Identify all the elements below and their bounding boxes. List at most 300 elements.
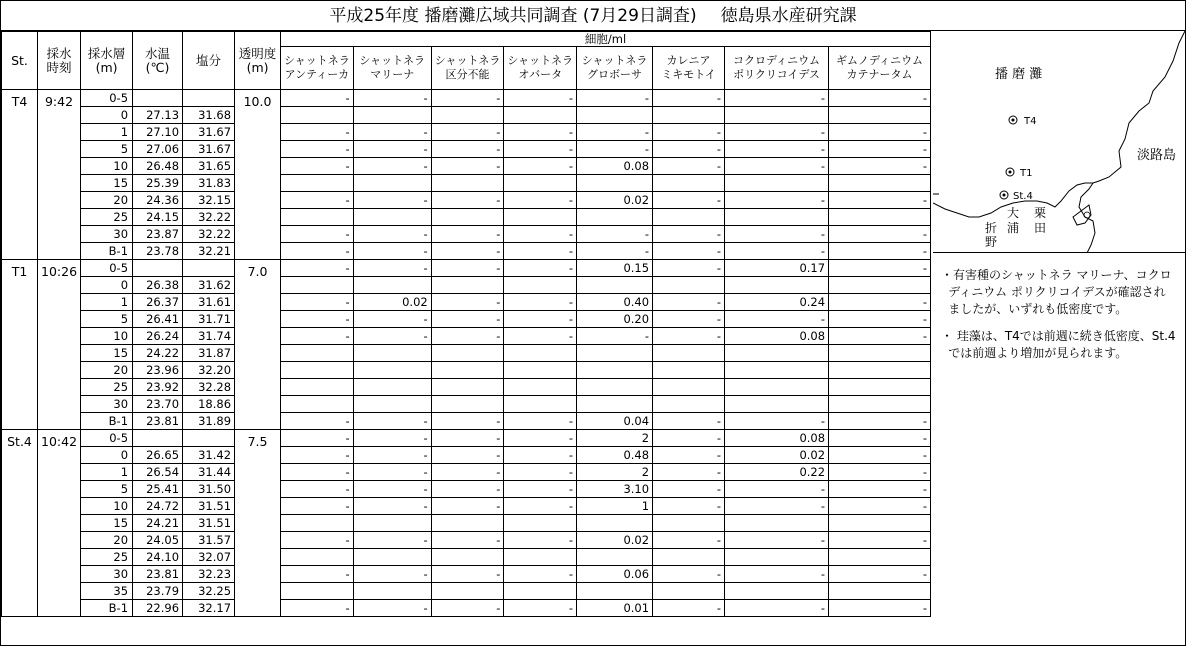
table-row xyxy=(2,294,931,311)
cell-count: - xyxy=(829,311,931,328)
table-row xyxy=(2,464,931,481)
cell-count: - xyxy=(653,141,725,158)
transparency-cell: 7.5 xyxy=(235,430,281,617)
cell-count: - xyxy=(504,124,577,141)
cell-count xyxy=(504,175,577,192)
cell-count xyxy=(577,396,653,413)
cell-count xyxy=(353,549,431,566)
table-row xyxy=(2,481,931,498)
cell-count xyxy=(725,549,829,566)
cell-count: 0.20 xyxy=(577,311,653,328)
cell-count: - xyxy=(829,566,931,583)
cell-count: - xyxy=(431,192,504,209)
cell-count xyxy=(504,379,577,396)
cell-count: - xyxy=(281,447,354,464)
cell-count: - xyxy=(281,192,354,209)
header-species-1: シャットネラ マリーナ xyxy=(353,47,431,90)
cell-count: - xyxy=(829,226,931,243)
cell-count: - xyxy=(504,464,577,481)
cell-count xyxy=(577,549,653,566)
map-svg xyxy=(933,31,1185,253)
cell-count: - xyxy=(653,430,725,447)
cell-count: - xyxy=(653,158,725,175)
cell-count: 0.02 xyxy=(577,532,653,549)
cell-count: 0.08 xyxy=(577,158,653,175)
cell-count: - xyxy=(281,294,354,311)
temp-cell: 25.41 xyxy=(133,481,183,498)
cell-count xyxy=(725,515,829,532)
cell-count: - xyxy=(353,141,431,158)
cell-count: - xyxy=(829,260,931,277)
cell-count: - xyxy=(281,226,354,243)
salinity-cell: 32.17 xyxy=(183,600,235,617)
cell-count xyxy=(353,345,431,362)
cell-count xyxy=(281,583,354,600)
header-species-3: シャットネラ オバータ xyxy=(504,47,577,90)
table-row xyxy=(2,379,931,396)
temp-cell: 23.87 xyxy=(133,226,183,243)
table-row xyxy=(2,311,931,328)
cell-count: - xyxy=(577,243,653,260)
header-transparency: 透明度 (m) xyxy=(235,32,281,90)
header-species-2: シャットネラ 区分不能 xyxy=(431,47,504,90)
cell-count xyxy=(504,209,577,226)
station-label-t4: T4 xyxy=(1024,116,1037,127)
depth-cell: B-1 xyxy=(81,243,133,260)
cell-count: - xyxy=(431,158,504,175)
depth-cell: 0-5 xyxy=(81,90,133,107)
cell-count: - xyxy=(431,294,504,311)
table-row xyxy=(2,141,931,158)
depth-cell: 30 xyxy=(81,396,133,413)
salinity-cell xyxy=(183,90,235,107)
cell-count xyxy=(829,209,931,226)
salinity-cell: 31.74 xyxy=(183,328,235,345)
cell-count: - xyxy=(653,311,725,328)
depth-cell: 20 xyxy=(81,532,133,549)
salinity-cell xyxy=(183,430,235,447)
cell-count xyxy=(577,107,653,124)
temp-cell: 24.15 xyxy=(133,209,183,226)
cell-count xyxy=(431,277,504,294)
cell-count xyxy=(431,107,504,124)
temp-cell xyxy=(133,90,183,107)
cell-count: - xyxy=(353,498,431,515)
place-label-kuri: 栗 xyxy=(1034,206,1047,220)
cell-count xyxy=(431,175,504,192)
cell-count: - xyxy=(829,430,931,447)
cell-count xyxy=(431,396,504,413)
cell-count: - xyxy=(353,566,431,583)
cell-count: - xyxy=(281,532,354,549)
cell-count: - xyxy=(829,90,931,107)
depth-cell: 0 xyxy=(81,447,133,464)
cell-count: - xyxy=(353,260,431,277)
report-title xyxy=(1,1,1185,31)
temp-cell: 22.96 xyxy=(133,600,183,617)
station-marker-t4 xyxy=(1009,116,1036,127)
cell-count: - xyxy=(431,481,504,498)
depth-cell: 20 xyxy=(81,362,133,379)
cell-count: - xyxy=(431,311,504,328)
depth-cell: 15 xyxy=(81,345,133,362)
cell-count: 0.15 xyxy=(577,260,653,277)
cell-count: - xyxy=(829,600,931,617)
header-species-0: シャットネラ アンティーカ xyxy=(281,47,354,90)
temp-cell: 23.79 xyxy=(133,583,183,600)
cell-count: - xyxy=(504,413,577,430)
cell-count xyxy=(577,379,653,396)
cell-count: - xyxy=(725,413,829,430)
table-row xyxy=(2,209,931,226)
cell-count xyxy=(431,209,504,226)
salinity-cell: 31.50 xyxy=(183,481,235,498)
cell-count: - xyxy=(353,243,431,260)
salinity-cell: 31.51 xyxy=(183,498,235,515)
cell-count xyxy=(353,379,431,396)
cell-count xyxy=(504,277,577,294)
cell-count: - xyxy=(829,464,931,481)
salinity-cell: 32.21 xyxy=(183,243,235,260)
cell-count: - xyxy=(577,226,653,243)
depth-cell: 25 xyxy=(81,379,133,396)
cell-count: - xyxy=(353,192,431,209)
cell-count: 0.04 xyxy=(577,413,653,430)
cell-count: - xyxy=(653,192,725,209)
depth-cell: 1 xyxy=(81,464,133,481)
cell-count: - xyxy=(353,481,431,498)
cell-count xyxy=(431,345,504,362)
cell-count: - xyxy=(504,481,577,498)
header-species-5: カレニア ミキモトイ xyxy=(653,47,725,90)
cell-count xyxy=(504,515,577,532)
cell-count xyxy=(725,175,829,192)
cell-count: - xyxy=(431,124,504,141)
island-label: 淡路島 xyxy=(1137,148,1177,163)
transparency-cell: 7.0 xyxy=(235,260,281,430)
cell-count: 0.22 xyxy=(725,464,829,481)
station-marker-t4-dot xyxy=(1012,119,1015,122)
depth-cell: 1 xyxy=(81,294,133,311)
cell-count xyxy=(829,396,931,413)
salinity-cell: 31.51 xyxy=(183,515,235,532)
cell-count: - xyxy=(725,481,829,498)
table-row xyxy=(2,107,931,124)
cell-count xyxy=(829,583,931,600)
cell-count xyxy=(725,362,829,379)
cell-count: - xyxy=(431,243,504,260)
temp-cell: 23.92 xyxy=(133,379,183,396)
cell-count xyxy=(281,549,354,566)
cell-count: - xyxy=(653,532,725,549)
temp-cell: 27.13 xyxy=(133,107,183,124)
sample-time: 10:42 xyxy=(38,430,81,617)
cell-count: - xyxy=(725,124,829,141)
cell-count: - xyxy=(653,447,725,464)
cell-count: - xyxy=(504,90,577,107)
cell-count: 0.48 xyxy=(577,447,653,464)
cell-count: 0.40 xyxy=(577,294,653,311)
temp-cell xyxy=(133,260,183,277)
cell-count: - xyxy=(431,328,504,345)
cell-count xyxy=(577,175,653,192)
cell-count: - xyxy=(504,294,577,311)
cell-count: - xyxy=(504,192,577,209)
organization-name: 徳島県水産研究課 xyxy=(720,6,857,26)
cell-count: - xyxy=(653,90,725,107)
depth-cell: 30 xyxy=(81,226,133,243)
table-row xyxy=(2,226,931,243)
salinity-cell: 31.89 xyxy=(183,413,235,430)
cell-count: - xyxy=(829,124,931,141)
cell-count: - xyxy=(281,243,354,260)
salinity-cell: 32.07 xyxy=(183,549,235,566)
transparency-cell: 10.0 xyxy=(235,90,281,260)
notes-panel xyxy=(933,253,1185,645)
table-row xyxy=(2,430,931,447)
table-row xyxy=(2,447,931,464)
header-salinity: 塩分 xyxy=(183,32,235,90)
st4-bay-circle xyxy=(1084,212,1090,218)
cell-count: - xyxy=(653,566,725,583)
place-label-o: 大 xyxy=(1007,206,1020,220)
cell-count xyxy=(725,345,829,362)
cell-count: - xyxy=(653,464,725,481)
cell-count: - xyxy=(431,566,504,583)
cell-count: 0.02 xyxy=(577,192,653,209)
cell-count: - xyxy=(504,328,577,345)
cell-count xyxy=(504,345,577,362)
cell-count: 0.02 xyxy=(353,294,431,311)
temp-cell: 24.21 xyxy=(133,515,183,532)
cell-count: - xyxy=(829,294,931,311)
table-row xyxy=(2,260,931,277)
cell-count xyxy=(577,277,653,294)
cell-count: - xyxy=(353,226,431,243)
sea-label: 播 磨 灘 xyxy=(995,67,1043,82)
salinity-cell: 32.22 xyxy=(183,209,235,226)
cell-count: - xyxy=(725,498,829,515)
table-row xyxy=(2,413,931,430)
depth-cell: 15 xyxy=(81,175,133,192)
cell-count: - xyxy=(353,413,431,430)
cell-count xyxy=(653,345,725,362)
depth-cell: 10 xyxy=(81,328,133,345)
cell-count: 2 xyxy=(577,464,653,481)
cell-count: - xyxy=(725,226,829,243)
cell-count xyxy=(431,549,504,566)
cell-count: - xyxy=(725,600,829,617)
cell-count xyxy=(431,515,504,532)
station-label-st4: St.4 xyxy=(1013,191,1033,202)
cell-count xyxy=(281,209,354,226)
cell-count: - xyxy=(281,413,354,430)
cell-count xyxy=(725,209,829,226)
cell-count: - xyxy=(577,124,653,141)
depth-cell: 0-5 xyxy=(81,430,133,447)
cell-count xyxy=(577,345,653,362)
cell-count: - xyxy=(725,566,829,583)
depth-cell: 0 xyxy=(81,107,133,124)
cell-count: - xyxy=(829,498,931,515)
table-row xyxy=(2,243,931,260)
cell-count: 0.08 xyxy=(725,328,829,345)
cell-count: - xyxy=(653,481,725,498)
cell-count: - xyxy=(725,158,829,175)
cell-count: 2 xyxy=(577,430,653,447)
depth-cell: 5 xyxy=(81,481,133,498)
temp-cell xyxy=(133,430,183,447)
cell-count: - xyxy=(725,532,829,549)
cell-count xyxy=(431,362,504,379)
cell-count xyxy=(281,362,354,379)
cell-count: - xyxy=(653,294,725,311)
table-row xyxy=(2,396,931,413)
temp-cell: 24.36 xyxy=(133,192,183,209)
cell-count: - xyxy=(281,311,354,328)
cell-count: - xyxy=(281,328,354,345)
station-label-t1: T1 xyxy=(1020,168,1033,179)
station-name: T4 xyxy=(2,90,38,260)
cell-count: - xyxy=(653,600,725,617)
temp-cell: 23.81 xyxy=(133,566,183,583)
cell-count xyxy=(504,396,577,413)
cell-count: - xyxy=(829,192,931,209)
station-marker-st4-dot xyxy=(1003,194,1006,197)
cell-count: 1 xyxy=(577,498,653,515)
cell-count xyxy=(829,175,931,192)
cell-count xyxy=(281,515,354,532)
cell-count: - xyxy=(829,158,931,175)
salinity-cell: 32.20 xyxy=(183,362,235,379)
cell-count: - xyxy=(431,464,504,481)
survey-table xyxy=(1,31,931,617)
cell-count xyxy=(431,379,504,396)
cell-count: - xyxy=(504,260,577,277)
depth-cell: 30 xyxy=(81,566,133,583)
depth-cell: B-1 xyxy=(81,600,133,617)
cell-count: - xyxy=(653,226,725,243)
temp-cell: 24.05 xyxy=(133,532,183,549)
cell-count xyxy=(653,515,725,532)
table-row xyxy=(2,124,931,141)
table-row xyxy=(2,362,931,379)
cell-count: - xyxy=(431,90,504,107)
cell-count: - xyxy=(431,260,504,277)
cell-count xyxy=(353,396,431,413)
cell-count: 0.17 xyxy=(725,260,829,277)
temp-cell: 26.37 xyxy=(133,294,183,311)
header-sample-depth: 採水層 (m) xyxy=(81,32,133,90)
salinity-cell: 31.67 xyxy=(183,124,235,141)
temp-cell: 26.41 xyxy=(133,311,183,328)
cell-count: - xyxy=(281,430,354,447)
station-marker-t1 xyxy=(1006,168,1032,179)
cell-count xyxy=(353,583,431,600)
cell-count xyxy=(725,583,829,600)
depth-cell: 25 xyxy=(81,549,133,566)
cell-count: - xyxy=(829,532,931,549)
table-row xyxy=(2,549,931,566)
place-label-ura: 浦 xyxy=(1007,221,1020,235)
cell-count xyxy=(431,583,504,600)
cell-count: - xyxy=(281,481,354,498)
cell-count xyxy=(829,379,931,396)
cell-count: - xyxy=(829,413,931,430)
salinity-cell: 31.68 xyxy=(183,107,235,124)
table-row xyxy=(2,90,931,107)
cell-count: - xyxy=(353,447,431,464)
cell-count xyxy=(725,396,829,413)
cell-count: 3.10 xyxy=(577,481,653,498)
cell-count xyxy=(353,515,431,532)
cell-count: - xyxy=(281,141,354,158)
cell-count: - xyxy=(504,532,577,549)
header-water-temp: 水温 (℃) xyxy=(133,32,183,90)
cell-count: - xyxy=(577,141,653,158)
cell-count: - xyxy=(353,532,431,549)
cell-count: - xyxy=(829,243,931,260)
cell-count: - xyxy=(431,141,504,158)
station-name: St.4 xyxy=(2,430,38,617)
temp-cell: 26.24 xyxy=(133,328,183,345)
cell-count: - xyxy=(829,481,931,498)
table-row xyxy=(2,175,931,192)
temp-cell: 24.72 xyxy=(133,498,183,515)
table-row xyxy=(2,158,931,175)
naruto-island xyxy=(1073,205,1091,225)
cell-count: - xyxy=(353,90,431,107)
temp-cell: 26.38 xyxy=(133,277,183,294)
cell-count xyxy=(829,277,931,294)
salinity-cell: 32.23 xyxy=(183,566,235,583)
cell-count xyxy=(504,549,577,566)
table-row xyxy=(2,192,931,209)
cell-count: 0.01 xyxy=(577,600,653,617)
cell-count xyxy=(653,107,725,124)
cell-count xyxy=(281,175,354,192)
note-harmful-species: ・有害種のシャットネラ マリーナ、コクロディニウム ポリクリコイデスが確認されましたが、いずれも低密度です。 xyxy=(941,268,1172,316)
cell-count: - xyxy=(577,90,653,107)
cell-count: - xyxy=(353,464,431,481)
cell-count: - xyxy=(725,90,829,107)
header-species-4: シャットネラ グロボーサ xyxy=(577,47,653,90)
cell-count: - xyxy=(653,260,725,277)
cell-count xyxy=(653,362,725,379)
table-row xyxy=(2,498,931,515)
cell-count xyxy=(353,362,431,379)
salinity-cell: 31.87 xyxy=(183,345,235,362)
temp-cell: 23.78 xyxy=(133,243,183,260)
table-row xyxy=(2,345,931,362)
cell-count: - xyxy=(653,498,725,515)
cell-count xyxy=(725,379,829,396)
temp-cell: 27.10 xyxy=(133,124,183,141)
temp-cell: 27.06 xyxy=(133,141,183,158)
temp-cell: 26.48 xyxy=(133,158,183,175)
cell-count xyxy=(653,277,725,294)
cell-count: - xyxy=(281,260,354,277)
cell-count xyxy=(353,107,431,124)
temp-cell: 26.65 xyxy=(133,447,183,464)
table-row xyxy=(2,600,931,617)
cell-count xyxy=(281,379,354,396)
temp-cell: 23.70 xyxy=(133,396,183,413)
place-label-no: 野 xyxy=(985,235,998,249)
cell-count: - xyxy=(281,464,354,481)
cell-count: - xyxy=(281,498,354,515)
cell-count: - xyxy=(653,243,725,260)
